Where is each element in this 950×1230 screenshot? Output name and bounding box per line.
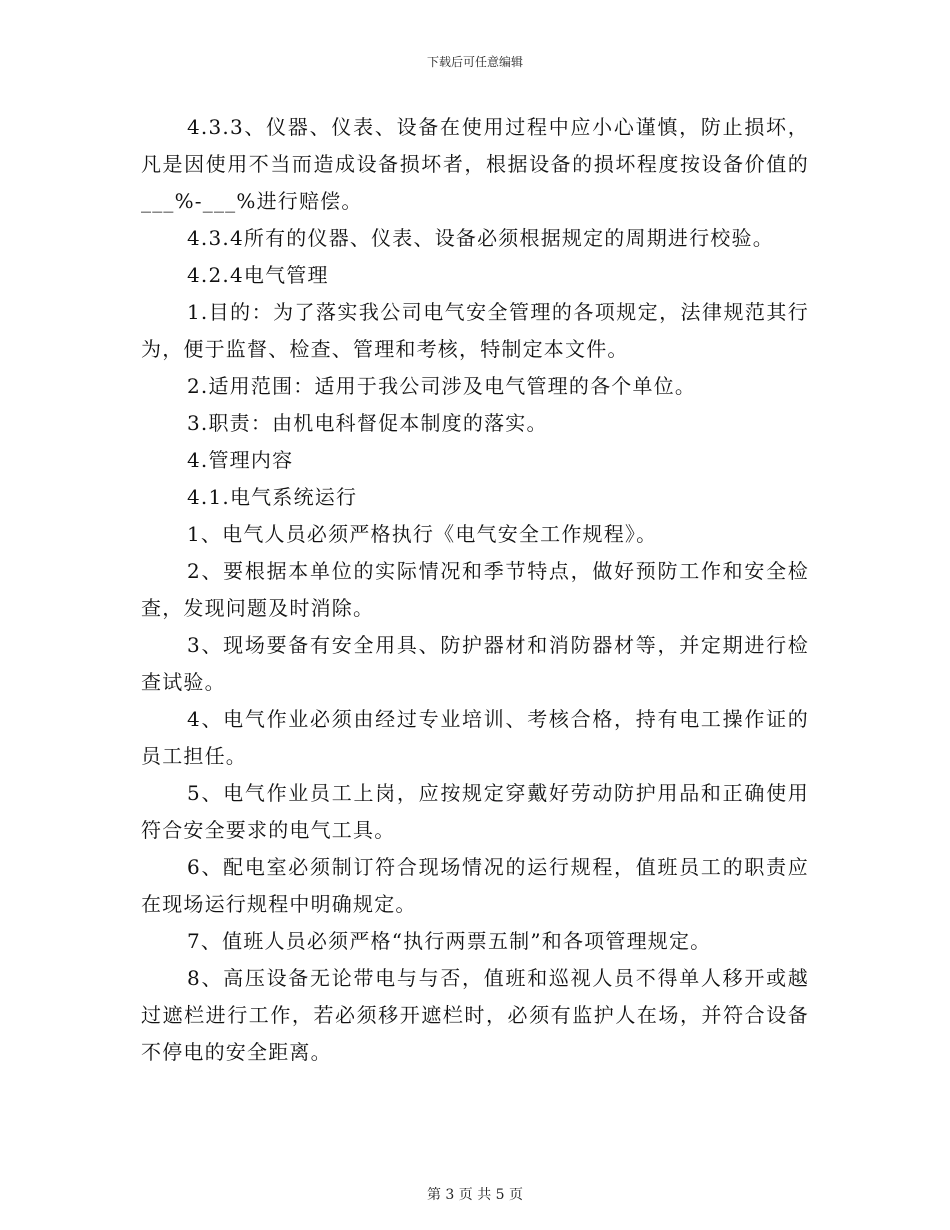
list-item-2: 2、要根据本单位的实际情况和季节特点，做好预防工作和安全检查，发现问题及时消除。 xyxy=(141,559,809,620)
document-body xyxy=(141,109,809,1071)
list-item-4: 4、电气作业必须由经过专业培训、考核合格，持有电工操作证的员工担任。 xyxy=(141,707,809,768)
section-heading-electrical-management: 4.2.4电气管理 xyxy=(187,263,329,287)
subsection-heading-system-operation: 4.1.电气系统运行 xyxy=(187,485,358,509)
paragraph-purpose: 1.目的：为了落实我公司电气安全管理的各项规定，法律规范其行为，便于监督、检查、管理和考核，特制定本文件。 xyxy=(141,300,809,361)
list-item-5: 5、电气作业员工上岗，应按规定穿戴好劳动防护用品和正确使用符合安全要求的电气工具。 xyxy=(141,781,809,842)
list-item-7: 7、值班人员必须严格“执行两票五制”和各项管理规定。 xyxy=(187,929,712,953)
list-item-3: 3、现场要备有安全用具、防护器材和消防器材等，并定期进行检查试验。 xyxy=(141,633,809,694)
paragraph-4-3-3: 4.3.3、仪器、仪表、设备在使用过程中应小心谨慎，防止损坏，凡是因使用不当而造成设备损坏者，根据设备的损坏程度按设备价值的___%-___%进行赔偿。 xyxy=(141,115,809,213)
section-heading-management-content: 4.管理内容 xyxy=(187,448,294,472)
page-number-footer: 第 3 页 共 5 页 xyxy=(426,1187,524,1203)
paragraph-responsibility: 3.职责：由机电科督促本制度的落实。 xyxy=(187,411,548,435)
paragraph-4-3-4: 4.3.4所有的仪器、仪表、设备必须根据规定的周期进行校验。 xyxy=(187,226,774,250)
list-item-8: 8、高压设备无论带电与与否，值班和巡视人员不得单人移开或越过遮栏进行工作，若必须移开遮栏时，必须有监护人在场，并符合设备不停电的安全距离。 xyxy=(141,966,809,1064)
list-item-6: 6、配电室必须制订符合现场情况的运行规程，值班员工的职责应在现场运行规程中明确规定。 xyxy=(141,855,809,916)
list-item-1: 1、电气人员必须严格执行《电气安全工作规程》。 xyxy=(187,522,658,546)
page-header: 下载后可任意编辑 xyxy=(426,55,523,69)
paragraph-scope: 2.适用范围：适用于我公司涉及电气管理的各个单位。 xyxy=(187,374,697,398)
